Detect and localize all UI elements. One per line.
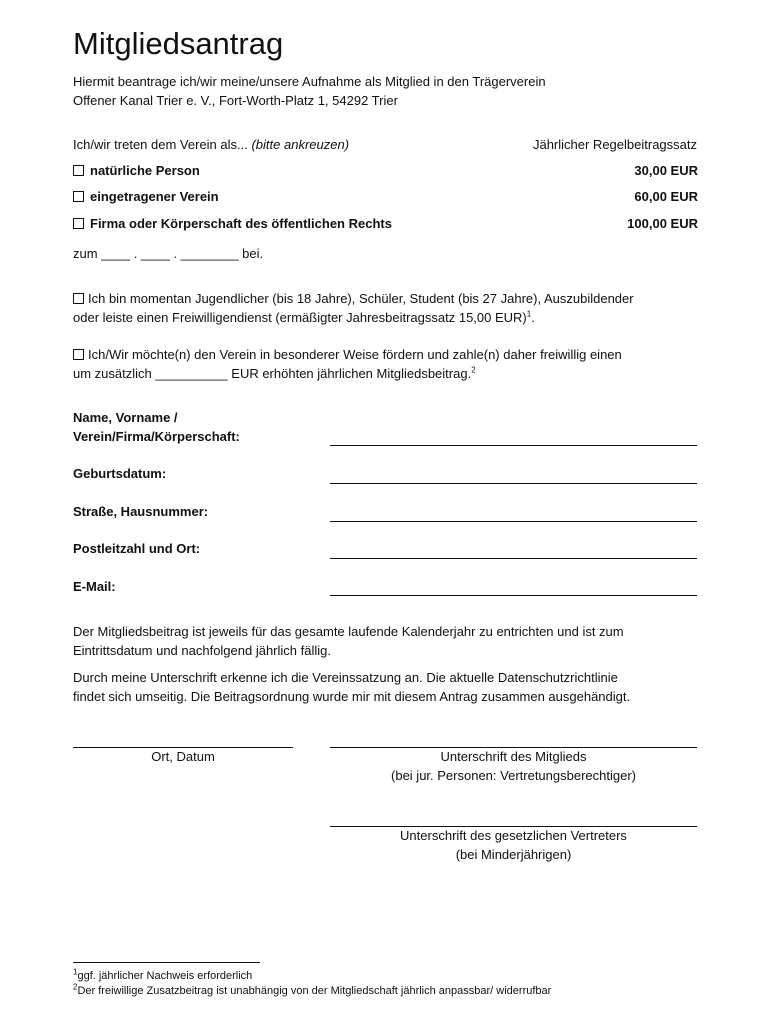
footnote-ref: 2 [471,365,476,375]
supporter-line: um zusätzlich __________ EUR erhöhten jährlichen Mitgliedsbeitrag. [73,366,472,381]
option-label: eingetragener Verein [90,189,219,204]
postcode-city-field[interactable] [330,558,697,559]
field-label-line: Verein/Firma/Körperschaft: [73,429,240,444]
footnote-text: ggf. jährlicher Nachweis erforderlich [77,970,253,982]
option-price: 60,00 EUR [634,189,698,204]
footnote-divider [73,962,260,963]
terms-line: Eintrittsdatum und nachfolgend jährlich fällig. [73,643,331,658]
footnote-marker: 1 [73,967,78,977]
reduced-rate-block [73,289,703,327]
email-field[interactable] [330,595,697,596]
footnote-marker: 2 [73,982,78,992]
field-label-line: Name, Vorname / [73,410,178,425]
footnote [73,969,252,983]
reduced-rate-line: Ich bin momentan Jugendlicher (bis 18 Jahre), Schüler, Student (bis 27 Jahre), Auszubildender [88,291,634,306]
membership-prompt [73,135,349,154]
signature-label-line: (bei jur. Personen: Vertretungsberechtiger) [391,768,636,783]
membership-option [73,216,698,236]
terms-paragraph-1 [73,622,703,660]
intro-text [73,72,546,110]
membership-option [73,163,698,183]
signature-label-line: Unterschrift des gesetzlichen Vertreters [400,828,627,843]
checkbox-registered-association[interactable] [73,191,84,202]
street-field[interactable] [330,521,697,522]
field-label-street: Straße, Hausnummer: [73,504,209,519]
place-date-label: Ort, Datum [151,749,215,764]
option-label: Firma oder Körperschaft des öffentlichen Rechts [90,216,392,231]
terms-line: Durch meine Unterschrift erkenne ich die Vereinssatzung an. Die aktuelle Datenschutzrichtlinie [73,670,618,685]
field-label-birthdate: Geburtsdatum: [73,466,167,481]
footnote [73,984,551,998]
field-label-postcode: Postleitzahl und Ort: [73,541,201,556]
terms-line: findet sich umseitig. Die Beitragsordnung wurde mir mit diesem Antrag zusammen ausgehändigt. [73,689,631,704]
membership-option [73,189,698,209]
intro-line: Offener Kanal Trier e. V., Fort-Worth-Platz 1, 54292 Trier [73,93,398,108]
checkbox-natural-person[interactable] [73,165,84,176]
footnote-ref: 1 [526,309,532,319]
reduced-rate-line: oder leiste einen Freiwilligendienst (ermäßigter Jahresbeitragssatz 15,00 EUR) [73,310,527,325]
page-title: Mitgliedsantrag [73,26,284,61]
name-field[interactable] [330,445,697,446]
option-label: natürliche Person [90,163,200,178]
footnote-text: Der freiwillige Zusatzbeitrag ist unabhängig von der Mitgliedschaft jährlich anpassbar/ widerrufbar [77,985,552,997]
checkbox-reduced-rate[interactable] [73,293,84,304]
supporter-block [73,345,703,383]
option-price: 100,00 EUR [627,216,698,231]
membership-prompt-text: Ich/wir treten dem Verein als... [73,137,252,152]
field-label-name [73,408,240,446]
join-date-line: zum ____ . ____ . ________ bei. [73,246,264,261]
rate-header: Jährlicher Regelbeitragssatz [532,137,697,152]
signature-label-line: (bei Minderjährigen) [455,847,572,862]
member-signature-label [330,747,697,785]
option-price: 30,00 EUR [634,163,698,178]
terms-paragraph-2 [73,668,703,706]
guardian-signature-label [330,826,697,864]
reduced-rate-end: . [531,310,535,325]
checkbox-company[interactable] [73,218,84,229]
intro-line: Hiermit beantrage ich/wir meine/unsere Aufnahme als Mitglied in den Trägerverein [73,74,546,89]
membership-prompt-hint: (bitte ankreuzen) [251,137,350,152]
supporter-line: Ich/Wir möchte(n) den Verein in besonderer Weise fördern und zahle(n) daher freiwillig einen [88,347,622,362]
checkbox-supporter[interactable] [73,349,84,360]
terms-line: Der Mitgliedsbeitrag ist jeweils für das gesamte laufende Kalenderjahr zu entrichten und ist zum [73,624,624,639]
birthdate-field[interactable] [330,483,697,484]
signature-label-line: Unterschrift des Mitglieds [440,749,587,764]
field-label-email: E-Mail: [73,579,116,594]
